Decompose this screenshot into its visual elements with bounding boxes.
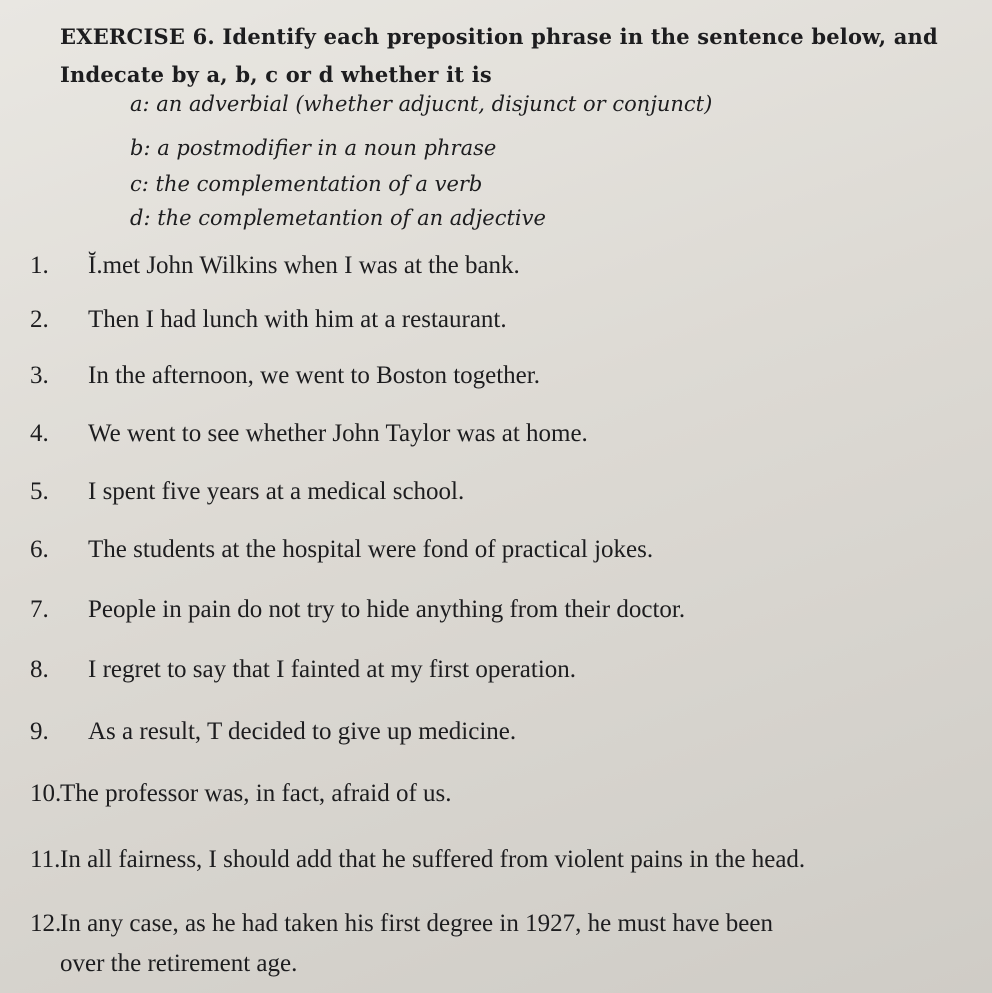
item-text: Then I had lunch with him at a restaurant. [88,306,507,333]
list-item [30,420,588,448]
item-text: As a result, T decided to give up medicine. [88,718,517,745]
exercise-heading [60,18,970,94]
list-item [30,362,540,390]
item-text-continuation: over the retirement age. [60,950,298,977]
exercise-title-line2: Indecate by a, b, c or d whether it is [60,62,492,87]
item-number: 3. [30,362,49,389]
item-number: 1. [30,252,49,279]
list-item [30,910,773,938]
list-item [30,536,653,564]
option-b: b: a postmodifier in a noun phrase [130,136,497,160]
item-number: 8. [30,656,49,683]
item-number: 12. [30,910,62,937]
item-number: 11. [30,846,61,873]
list-item [30,596,685,624]
item-number: 9. [30,718,49,745]
item-text: The professor was, in fact, afraid of us. [60,780,452,807]
item-number: 2. [30,306,49,333]
item-number: 5. [30,478,49,505]
list-item [30,846,805,874]
list-item [30,656,576,684]
list-item [30,780,452,808]
item-text: I spent five years at a medical school. [88,478,465,505]
item-text: People in pain do not try to hide anything from their doctor. [88,596,686,623]
option-d: d: the complemetantion of an adjective [130,206,546,230]
option-a: a: an adverbial (whether adjucnt, disjunct or conjunct) [130,92,713,116]
item-number: 7. [30,596,49,623]
item-text: Ĭ.met John Wilkins when I was at the bank. [88,252,520,279]
option-c: c: the complementation of a verb [130,172,483,196]
item-number: 4. [30,420,49,447]
list-item [30,478,464,506]
item-text: We went to see whether John Taylor was at home. [88,420,588,447]
exercise-title-line1: EXERCISE 6. Identify each preposition phrase in the sentence below, and [60,24,938,49]
list-item [30,306,507,334]
item-text: In any case, as he had taken his first degree in 1927, he must have been [60,910,773,937]
item-number: 10. [30,780,62,807]
item-number: 6. [30,536,49,563]
item-text: In the afternoon, we went to Boston together. [88,362,540,389]
item-text: The students at the hospital were fond of practical jokes. [88,536,654,563]
list-item [30,252,520,280]
list-item [30,718,516,746]
item-text: I regret to say that I fainted at my first operation. [88,656,577,683]
item-text: In all fairness, I should add that he suffered from violent pains in the head. [60,846,806,873]
